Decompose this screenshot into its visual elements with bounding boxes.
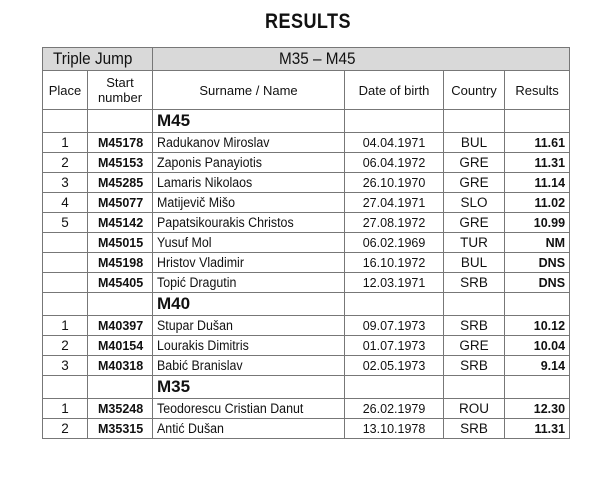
result-cell: DNS [505, 253, 570, 273]
event-header-row [43, 48, 570, 71]
country-cell: GRE [444, 336, 505, 356]
country-cell: SRB [444, 419, 505, 439]
table-row [43, 133, 570, 153]
country-cell: GRE [444, 213, 505, 233]
group-empty-cell [345, 293, 444, 316]
group-header-row [43, 293, 570, 316]
athlete-name: Matijevič Mišo [157, 194, 235, 210]
table-row [43, 419, 570, 439]
place-cell: 1 [43, 133, 88, 153]
group-empty-cell [444, 293, 505, 316]
table-row [43, 356, 570, 376]
country-cell: BUL [444, 253, 505, 273]
athlete-name-cell [153, 193, 345, 213]
date-of-birth-cell: 09.07.1973 [345, 316, 444, 336]
event-name-cell [43, 48, 153, 71]
group-name: M35 [153, 376, 345, 399]
table-row [43, 253, 570, 273]
athlete-name: Lourakis Dimitris [157, 337, 249, 353]
country-cell: SRB [444, 356, 505, 376]
group-empty-cell [505, 293, 570, 316]
col-header-surname-name: Surname / Name [153, 71, 345, 110]
col-header-results: Results [505, 71, 570, 110]
group-empty-cell [345, 110, 444, 133]
group-empty-cell [444, 110, 505, 133]
country-cell: ROU [444, 399, 505, 419]
start-number-cell: M45077 [88, 193, 153, 213]
athlete-name-cell [153, 173, 345, 193]
group-name: M45 [153, 110, 345, 133]
athlete-name: Topić Dragutin [157, 274, 237, 290]
column-header-row [43, 71, 570, 110]
start-number-cell: M45153 [88, 153, 153, 173]
athlete-name-cell [153, 133, 345, 153]
athlete-name-cell [153, 253, 345, 273]
date-of-birth-cell: 12.03.1971 [345, 273, 444, 293]
country-cell: BUL [444, 133, 505, 153]
date-of-birth-cell: 16.10.1972 [345, 253, 444, 273]
group-empty-cell [43, 110, 88, 133]
place-cell [43, 273, 88, 293]
result-cell: DNS [505, 273, 570, 293]
place-cell: 3 [43, 356, 88, 376]
date-of-birth-cell: 04.04.1971 [345, 133, 444, 153]
date-of-birth-cell: 26.02.1979 [345, 399, 444, 419]
group-header-row [43, 376, 570, 399]
result-cell: 10.99 [505, 213, 570, 233]
table-row [43, 153, 570, 173]
table-row [43, 316, 570, 336]
country-cell: GRE [444, 153, 505, 173]
place-cell [43, 233, 88, 253]
athlete-name: Stupar Dušan [157, 317, 233, 333]
place-cell: 2 [43, 336, 88, 356]
result-cell: 11.61 [505, 133, 570, 153]
place-cell [43, 253, 88, 273]
date-of-birth-cell: 26.10.1970 [345, 173, 444, 193]
country-cell: GRE [444, 173, 505, 193]
athlete-name: Radukanov Miroslav [157, 134, 270, 150]
athlete-name: Lamaris Nikolaos [157, 174, 253, 190]
athlete-name-cell [153, 419, 345, 439]
place-cell: 4 [43, 193, 88, 213]
date-of-birth-cell: 27.04.1971 [345, 193, 444, 213]
start-number-cell: M45405 [88, 273, 153, 293]
athlete-name-cell [153, 399, 345, 419]
country-cell: SRB [444, 316, 505, 336]
table-row [43, 193, 570, 213]
result-cell: 11.31 [505, 419, 570, 439]
start-number-cell: M45198 [88, 253, 153, 273]
table-row [43, 233, 570, 253]
place-cell: 2 [43, 419, 88, 439]
table-row [43, 336, 570, 356]
athlete-name-cell [153, 356, 345, 376]
result-cell: 11.14 [505, 173, 570, 193]
result-cell: NM [505, 233, 570, 253]
result-cell: 10.04 [505, 336, 570, 356]
table-row [43, 273, 570, 293]
athlete-name: Yusuf Mol [157, 234, 212, 250]
start-number-cell: M45142 [88, 213, 153, 233]
col-header-date-of-birth: Date of birth [345, 71, 444, 110]
athlete-name-cell [153, 213, 345, 233]
start-number-cell: M35248 [88, 399, 153, 419]
date-of-birth-cell: 02.05.1973 [345, 356, 444, 376]
col-header-country: Country [444, 71, 505, 110]
group-empty-cell [505, 376, 570, 399]
group-empty-cell [43, 293, 88, 316]
table-row [43, 399, 570, 419]
col-header-place: Place [43, 71, 88, 110]
country-cell: SRB [444, 273, 505, 293]
country-cell: TUR [444, 233, 505, 253]
start-number-cell: M45015 [88, 233, 153, 253]
date-of-birth-cell: 06.02.1969 [345, 233, 444, 253]
athlete-name-cell [153, 316, 345, 336]
group-empty-cell [88, 110, 153, 133]
table-row [43, 213, 570, 233]
group-empty-cell [345, 376, 444, 399]
athlete-name: Antić Dušan [157, 420, 224, 436]
group-empty-cell [43, 376, 88, 399]
date-of-birth-cell: 13.10.1978 [345, 419, 444, 439]
result-cell: 11.02 [505, 193, 570, 213]
group-empty-cell [444, 376, 505, 399]
athlete-name: Hristov Vladimir [157, 254, 244, 270]
event-name: Triple Jump [53, 49, 133, 68]
result-cell: 10.12 [505, 316, 570, 336]
place-cell: 3 [43, 173, 88, 193]
place-cell: 5 [43, 213, 88, 233]
athlete-name-cell [153, 233, 345, 253]
place-cell: 2 [43, 153, 88, 173]
athlete-name: Papatsikourakis Christos [157, 214, 294, 230]
result-cell: 11.31 [505, 153, 570, 173]
athlete-name: Babić Branislav [157, 357, 243, 373]
place-cell: 1 [43, 316, 88, 336]
group-empty-cell [88, 376, 153, 399]
athlete-name-cell [153, 273, 345, 293]
athlete-name: Zaponis Panayiotis [157, 154, 262, 170]
date-of-birth-cell: 27.08.1972 [345, 213, 444, 233]
country-cell: SLO [444, 193, 505, 213]
category-cell [153, 48, 570, 71]
col-header-start-number [88, 71, 153, 110]
table-row [43, 173, 570, 193]
result-cell: 12.30 [505, 399, 570, 419]
result-cell: 9.14 [505, 356, 570, 376]
col-header-start-number-label: Start number [97, 75, 143, 105]
page-title: RESULTS [265, 10, 351, 33]
group-empty-cell [505, 110, 570, 133]
date-of-birth-cell: 06.04.1972 [345, 153, 444, 173]
group-empty-cell [88, 293, 153, 316]
athlete-name-cell [153, 153, 345, 173]
group-name: M40 [153, 293, 345, 316]
start-number-cell: M40154 [88, 336, 153, 356]
athlete-name: Teodorescu Cristian Danut [157, 400, 304, 416]
start-number-cell: M45178 [88, 133, 153, 153]
start-number-cell: M40318 [88, 356, 153, 376]
results-table [42, 47, 570, 439]
category-name: M35 – M45 [278, 49, 356, 68]
start-number-cell: M40397 [88, 316, 153, 336]
athlete-name-cell [153, 336, 345, 356]
start-number-cell: M45285 [88, 173, 153, 193]
start-number-cell: M35315 [88, 419, 153, 439]
place-cell: 1 [43, 399, 88, 419]
group-header-row [43, 110, 570, 133]
date-of-birth-cell: 01.07.1973 [345, 336, 444, 356]
